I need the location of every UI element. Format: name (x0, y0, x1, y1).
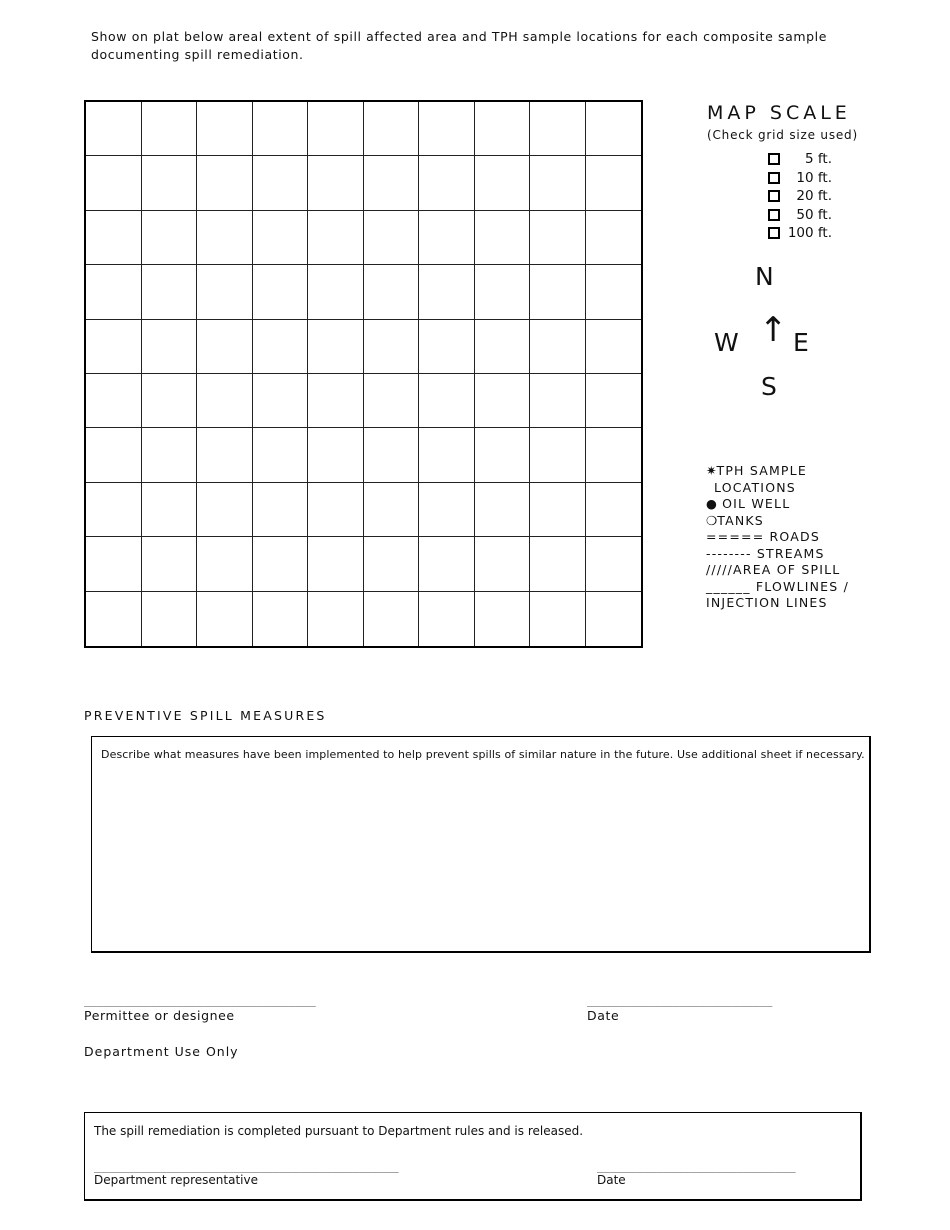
scale-option-50ft[interactable] (768, 206, 838, 225)
grid-cell[interactable] (586, 428, 642, 482)
grid-cell[interactable] (197, 537, 253, 591)
grid-cell[interactable] (142, 211, 198, 265)
grid-cell[interactable] (419, 428, 475, 482)
grid-cell[interactable] (142, 265, 198, 319)
grid-cell[interactable] (419, 320, 475, 374)
grid-cell[interactable] (364, 320, 420, 374)
grid-cell[interactable] (364, 211, 420, 265)
grid-cell[interactable] (86, 320, 142, 374)
grid-cell[interactable] (419, 102, 475, 156)
department-rep-label: Department representative (94, 1173, 258, 1187)
scale-option-5ft[interactable] (768, 150, 838, 169)
grid-cell[interactable] (86, 265, 142, 319)
permittee-signature-line[interactable]: ___________________________________ (84, 994, 316, 1007)
grid-cell[interactable] (197, 102, 253, 156)
permittee-date-label: Date (587, 1008, 620, 1023)
grid-cell[interactable] (253, 483, 309, 537)
compass-south: S (761, 372, 777, 401)
grid-cell[interactable] (530, 374, 586, 428)
legend-flowlines: ______ FLOWLINES / (706, 578, 849, 594)
grid-cell[interactable] (530, 156, 586, 210)
grid-cell[interactable] (86, 374, 142, 428)
grid-cell[interactable] (475, 483, 531, 537)
grid-cell[interactable] (308, 483, 364, 537)
scale-options (768, 150, 838, 243)
grid-cell[interactable] (197, 483, 253, 537)
grid-cell[interactable] (197, 156, 253, 210)
grid-cell[interactable] (253, 211, 309, 265)
grid-cell[interactable] (475, 156, 531, 210)
grid-cell[interactable] (142, 428, 198, 482)
grid-cell[interactable] (364, 374, 420, 428)
grid-cell[interactable] (586, 265, 642, 319)
grid-cell[interactable] (142, 156, 198, 210)
grid-cell[interactable] (530, 320, 586, 374)
scale-option-label: 20 ft. (796, 188, 832, 205)
legend-tanks (706, 513, 876, 530)
scale-checkbox[interactable] (768, 172, 780, 184)
preventive-measures-heading: PREVENTIVE SPILL MEASURES (84, 708, 327, 723)
legend-spill-area: /////AREA OF SPILL (706, 562, 841, 577)
grid-cell[interactable] (308, 156, 364, 210)
grid-cell[interactable] (530, 211, 586, 265)
grid-cell[interactable] (419, 211, 475, 265)
grid-cell[interactable] (530, 265, 586, 319)
grid-cell[interactable] (419, 374, 475, 428)
north-arrow-icon: ↑ (759, 310, 788, 350)
map-legend (706, 463, 876, 612)
grid-cell[interactable] (530, 537, 586, 591)
legend-injection-lines: INJECTION LINES (706, 595, 828, 610)
scale-option-label: 100 ft. (787, 225, 832, 242)
grid-cell[interactable] (197, 320, 253, 374)
grid-cell[interactable] (86, 156, 142, 210)
grid-cell[interactable] (586, 211, 642, 265)
compass-east: E (793, 328, 809, 357)
grid-cell[interactable] (586, 592, 642, 646)
grid-cell[interactable] (475, 537, 531, 591)
release-statement: The spill remediation is completed pursuant to Department rules and is released. (94, 1124, 584, 1138)
grid-cell[interactable] (586, 156, 642, 210)
grid-cell[interactable] (86, 483, 142, 537)
scale-option-100ft[interactable] (768, 224, 838, 243)
grid-cell[interactable] (253, 428, 309, 482)
legend-tanks-label: TANKS (717, 512, 764, 528)
grid-cell[interactable] (86, 592, 142, 646)
grid-cell[interactable] (475, 374, 531, 428)
grid-cell[interactable] (586, 320, 642, 374)
compass-west: W (714, 328, 739, 357)
grid-cell[interactable] (142, 320, 198, 374)
tph-sample-icon: ✷ (706, 463, 717, 478)
grid-cell[interactable] (197, 592, 253, 646)
grid-cell[interactable] (253, 537, 309, 591)
plat-grid[interactable] (84, 100, 643, 648)
grid-cell[interactable] (253, 374, 309, 428)
scale-checkbox[interactable] (768, 209, 780, 221)
grid-cell[interactable] (419, 592, 475, 646)
grid-cell[interactable] (475, 211, 531, 265)
scale-option-label: 50 ft. (796, 206, 832, 223)
grid-cell[interactable] (142, 483, 198, 537)
grid-cell[interactable] (197, 374, 253, 428)
grid-cell[interactable] (364, 428, 420, 482)
legend-tph-line2: LOCATIONS (714, 479, 796, 495)
grid-cell[interactable] (364, 483, 420, 537)
map-scale-subtitle: (Check grid size used) (707, 128, 858, 142)
legend-oil-well-label: OIL WELL (722, 496, 791, 511)
permittee-date-line[interactable]: ____________________________ (587, 994, 773, 1007)
grid-cell[interactable] (419, 265, 475, 319)
grid-cell[interactable] (86, 428, 142, 482)
grid-cell[interactable] (364, 156, 420, 210)
grid-cell[interactable] (86, 211, 142, 265)
grid-cell[interactable] (308, 265, 364, 319)
grid-cell[interactable] (86, 102, 142, 156)
grid-cell[interactable] (197, 428, 253, 482)
map-scale-title: MAP SCALE (707, 102, 851, 124)
scale-option-20ft[interactable] (768, 187, 838, 206)
tank-icon: ❍ (706, 512, 718, 528)
grid-cell[interactable] (364, 537, 420, 591)
grid-cell[interactable] (308, 211, 364, 265)
compass-north: N (755, 262, 774, 291)
grid-cell[interactable] (364, 265, 420, 319)
grid-cell[interactable] (308, 537, 364, 591)
grid-cell[interactable] (419, 483, 475, 537)
grid-cell[interactable] (586, 102, 642, 156)
legend-oil-well (706, 496, 876, 513)
grid-cell[interactable] (308, 428, 364, 482)
grid-cell[interactable] (530, 102, 586, 156)
scale-checkbox[interactable] (768, 227, 780, 239)
grid-cell[interactable] (197, 211, 253, 265)
preventive-measures-field[interactable] (91, 736, 871, 953)
department-use-heading: Department Use Only (84, 1044, 239, 1059)
scale-option-10ft[interactable] (768, 169, 838, 188)
preventive-measures-description: Describe what measures have been implemented to help prevent spills of similar nature in the future. Use additional sheet if necessary. (101, 748, 865, 761)
grid-cell[interactable] (364, 592, 420, 646)
grid-cell[interactable] (142, 102, 198, 156)
grid-cell[interactable] (364, 102, 420, 156)
legend-tph (706, 463, 876, 480)
grid-cell[interactable] (586, 374, 642, 428)
grid-cell[interactable] (253, 102, 309, 156)
department-date-line[interactable]: ______________________________ (597, 1160, 796, 1173)
scale-option-label: 5 ft. (805, 151, 832, 168)
grid-cell[interactable] (530, 592, 586, 646)
grid-cell[interactable] (475, 320, 531, 374)
legend-tph-label: TPH SAMPLE (716, 463, 807, 478)
grid-cell[interactable] (475, 428, 531, 482)
grid-cell[interactable] (142, 537, 198, 591)
grid-cell[interactable] (475, 265, 531, 319)
grid-cell[interactable] (142, 592, 198, 646)
grid-cell[interactable] (308, 592, 364, 646)
grid-cell[interactable] (586, 483, 642, 537)
scale-option-label: 10 ft. (796, 169, 832, 186)
grid-cell[interactable] (308, 320, 364, 374)
grid-cell[interactable] (142, 374, 198, 428)
grid-cell[interactable] (419, 537, 475, 591)
grid-cell[interactable] (253, 265, 309, 319)
grid-cell[interactable] (586, 537, 642, 591)
grid-cell[interactable] (530, 483, 586, 537)
grid-cell[interactable] (308, 374, 364, 428)
grid-cell[interactable] (308, 102, 364, 156)
department-date-label: Date (597, 1173, 626, 1187)
scale-checkbox[interactable] (768, 190, 780, 202)
scale-checkbox[interactable] (768, 153, 780, 165)
department-rep-signature-line[interactable]: ______________________________________________ (94, 1160, 399, 1173)
oil-well-icon: ● (706, 496, 717, 511)
grid-cell[interactable] (475, 102, 531, 156)
grid-cell[interactable] (253, 320, 309, 374)
legend-roads: ===== ROADS (706, 529, 820, 544)
grid-cell[interactable] (253, 156, 309, 210)
grid-cell[interactable] (86, 537, 142, 591)
grid-cell[interactable] (475, 592, 531, 646)
permittee-label: Permittee or designee (84, 1008, 235, 1023)
grid-cell[interactable] (253, 592, 309, 646)
grid-cell[interactable] (530, 428, 586, 482)
instructions-text: Show on plat below areal extent of spill affected area and TPH sample locations for each composite sample documenting spill remediation. (91, 29, 828, 62)
grid-cell[interactable] (197, 265, 253, 319)
grid-cell[interactable] (419, 156, 475, 210)
legend-streams: -------- STREAMS (706, 545, 825, 561)
